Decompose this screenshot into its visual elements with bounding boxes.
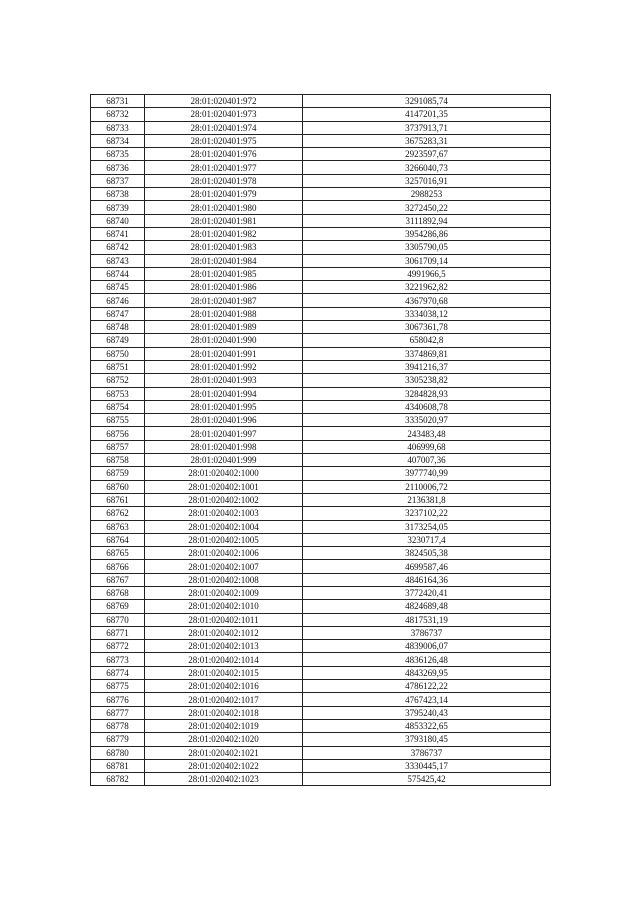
table-row bbox=[91, 347, 551, 360]
cadastral-value-cell: 243483,48 bbox=[303, 427, 551, 440]
cadastral-value-cell: 3272450,22 bbox=[303, 201, 551, 214]
table-row bbox=[91, 454, 551, 467]
cadastral-number-cell: 28:01:020401:992 bbox=[145, 360, 303, 373]
cadastral-value-cell: 4699587,46 bbox=[303, 560, 551, 573]
cadastral-value-cell: 4846164,36 bbox=[303, 573, 551, 586]
table-row bbox=[91, 719, 551, 732]
table-row bbox=[91, 626, 551, 639]
row-number-cell: 68757 bbox=[91, 440, 145, 453]
row-number-cell: 68736 bbox=[91, 161, 145, 174]
cadastral-value-cell: 3305238,82 bbox=[303, 374, 551, 387]
cadastral-number-cell: 28:01:020402:1009 bbox=[145, 586, 303, 599]
row-number-cell: 68756 bbox=[91, 427, 145, 440]
row-number-cell: 68742 bbox=[91, 241, 145, 254]
table-row bbox=[91, 188, 551, 201]
cadastral-value-cell: 3954286,86 bbox=[303, 227, 551, 240]
row-number-cell: 68747 bbox=[91, 307, 145, 320]
table-row bbox=[91, 427, 551, 440]
row-number-cell: 68767 bbox=[91, 573, 145, 586]
cadastral-value-cell: 575425,42 bbox=[303, 773, 551, 786]
table-row bbox=[91, 666, 551, 679]
table-row bbox=[91, 148, 551, 161]
row-number-cell: 68750 bbox=[91, 347, 145, 360]
cadastral-number-cell: 28:01:020402:1019 bbox=[145, 719, 303, 732]
cadastral-value-cell: 3221962,82 bbox=[303, 281, 551, 294]
cadastral-value-cell: 3291085,74 bbox=[303, 95, 551, 108]
cadastral-value-cell: 3257016,91 bbox=[303, 174, 551, 187]
cadastral-value-cell: 4836126,48 bbox=[303, 653, 551, 666]
row-number-cell: 68748 bbox=[91, 321, 145, 334]
cadastral-number-cell: 28:01:020401:978 bbox=[145, 174, 303, 187]
table-row bbox=[91, 480, 551, 493]
cadastral-value-cell: 3330445,17 bbox=[303, 759, 551, 772]
document-page bbox=[90, 94, 550, 786]
cadastral-number-cell: 28:01:020401:986 bbox=[145, 281, 303, 294]
row-number-cell: 68766 bbox=[91, 560, 145, 573]
table-row bbox=[91, 573, 551, 586]
table-row bbox=[91, 307, 551, 320]
cadastral-number-cell: 28:01:020401:979 bbox=[145, 188, 303, 201]
cadastral-value-cell: 3941216,37 bbox=[303, 360, 551, 373]
cadastral-value-cell: 3795240,43 bbox=[303, 706, 551, 719]
cadastral-number-cell: 28:01:020402:1007 bbox=[145, 560, 303, 573]
table-row bbox=[91, 241, 551, 254]
cadastral-number-cell: 28:01:020401:991 bbox=[145, 347, 303, 360]
table-row bbox=[91, 321, 551, 334]
cadastral-value-cell: 4147201,35 bbox=[303, 108, 551, 121]
cadastral-value-cell: 4824689,48 bbox=[303, 600, 551, 613]
row-number-cell: 68759 bbox=[91, 467, 145, 480]
row-number-cell: 68775 bbox=[91, 680, 145, 693]
cadastral-number-cell: 28:01:020401:977 bbox=[145, 161, 303, 174]
row-number-cell: 68776 bbox=[91, 693, 145, 706]
cadastral-number-cell: 28:01:020401:990 bbox=[145, 334, 303, 347]
cadastral-number-cell: 28:01:020401:989 bbox=[145, 321, 303, 334]
cadastral-value-cell: 4340608,78 bbox=[303, 400, 551, 413]
cadastral-number-cell: 28:01:020402:1004 bbox=[145, 520, 303, 533]
cadastral-value-cell: 3305790,05 bbox=[303, 241, 551, 254]
cadastral-number-cell: 28:01:020401:999 bbox=[145, 454, 303, 467]
cadastral-value-cell: 3111892,94 bbox=[303, 214, 551, 227]
cadastral-number-cell: 28:01:020401:975 bbox=[145, 134, 303, 147]
cadastral-value-cell: 4991966,5 bbox=[303, 267, 551, 280]
table-row bbox=[91, 680, 551, 693]
row-number-cell: 68777 bbox=[91, 706, 145, 719]
cadastral-number-cell: 28:01:020402:1001 bbox=[145, 480, 303, 493]
row-number-cell: 68749 bbox=[91, 334, 145, 347]
table-row bbox=[91, 161, 551, 174]
table-row bbox=[91, 360, 551, 373]
cadastral-value-cell: 2988253 bbox=[303, 188, 551, 201]
row-number-cell: 68765 bbox=[91, 547, 145, 560]
cadastral-value-table bbox=[90, 94, 551, 786]
row-number-cell: 68752 bbox=[91, 374, 145, 387]
table-row bbox=[91, 334, 551, 347]
cadastral-value-cell: 4817531,19 bbox=[303, 613, 551, 626]
row-number-cell: 68738 bbox=[91, 188, 145, 201]
row-number-cell: 68754 bbox=[91, 400, 145, 413]
cadastral-value-cell: 4839006,07 bbox=[303, 640, 551, 653]
row-number-cell: 68780 bbox=[91, 746, 145, 759]
cadastral-number-cell: 28:01:020401:972 bbox=[145, 95, 303, 108]
row-number-cell: 68731 bbox=[91, 95, 145, 108]
table-row bbox=[91, 533, 551, 546]
row-number-cell: 68762 bbox=[91, 507, 145, 520]
cadastral-value-cell: 3237102,22 bbox=[303, 507, 551, 520]
cadastral-value-cell: 3786737 bbox=[303, 626, 551, 639]
cadastral-value-cell: 3786737 bbox=[303, 746, 551, 759]
table-row bbox=[91, 281, 551, 294]
table-row bbox=[91, 693, 551, 706]
cadastral-number-cell: 28:01:020402:1018 bbox=[145, 706, 303, 719]
cadastral-number-cell: 28:01:020402:1012 bbox=[145, 626, 303, 639]
row-number-cell: 68741 bbox=[91, 227, 145, 240]
cadastral-number-cell: 28:01:020402:1006 bbox=[145, 547, 303, 560]
table-row bbox=[91, 547, 551, 560]
table-row bbox=[91, 387, 551, 400]
table-row bbox=[91, 214, 551, 227]
row-number-cell: 68781 bbox=[91, 759, 145, 772]
row-number-cell: 68753 bbox=[91, 387, 145, 400]
table-row bbox=[91, 254, 551, 267]
table-row bbox=[91, 294, 551, 307]
row-number-cell: 68739 bbox=[91, 201, 145, 214]
table-row bbox=[91, 560, 551, 573]
table-row bbox=[91, 467, 551, 480]
cadastral-number-cell: 28:01:020402:1017 bbox=[145, 693, 303, 706]
row-number-cell: 68778 bbox=[91, 719, 145, 732]
row-number-cell: 68740 bbox=[91, 214, 145, 227]
cadastral-value-cell: 3374869,81 bbox=[303, 347, 551, 360]
row-number-cell: 68733 bbox=[91, 121, 145, 134]
cadastral-value-cell: 3977740,99 bbox=[303, 467, 551, 480]
cadastral-number-cell: 28:01:020401:973 bbox=[145, 108, 303, 121]
row-number-cell: 68755 bbox=[91, 414, 145, 427]
row-number-cell: 68746 bbox=[91, 294, 145, 307]
row-number-cell: 68734 bbox=[91, 134, 145, 147]
cadastral-number-cell: 28:01:020402:1020 bbox=[145, 733, 303, 746]
table-row bbox=[91, 653, 551, 666]
row-number-cell: 68743 bbox=[91, 254, 145, 267]
cadastral-number-cell: 28:01:020401:980 bbox=[145, 201, 303, 214]
table-row bbox=[91, 640, 551, 653]
table-row bbox=[91, 227, 551, 240]
cadastral-number-cell: 28:01:020402:1010 bbox=[145, 600, 303, 613]
row-number-cell: 68768 bbox=[91, 586, 145, 599]
row-number-cell: 68782 bbox=[91, 773, 145, 786]
row-number-cell: 68770 bbox=[91, 613, 145, 626]
table-row bbox=[91, 746, 551, 759]
table-row bbox=[91, 520, 551, 533]
cadastral-value-cell: 3230717,4 bbox=[303, 533, 551, 546]
cadastral-value-cell: 3737913,71 bbox=[303, 121, 551, 134]
cadastral-value-cell: 406999,68 bbox=[303, 440, 551, 453]
cadastral-number-cell: 28:01:020402:1015 bbox=[145, 666, 303, 679]
table-row bbox=[91, 95, 551, 108]
cadastral-value-cell: 3675283,31 bbox=[303, 134, 551, 147]
table-row bbox=[91, 759, 551, 772]
cadastral-number-cell: 28:01:020401:982 bbox=[145, 227, 303, 240]
cadastral-number-cell: 28:01:020402:1005 bbox=[145, 533, 303, 546]
cadastral-value-cell: 407007,36 bbox=[303, 454, 551, 467]
cadastral-number-cell: 28:01:020402:1002 bbox=[145, 493, 303, 506]
table-row bbox=[91, 706, 551, 719]
cadastral-value-cell: 4767423,14 bbox=[303, 693, 551, 706]
row-number-cell: 68772 bbox=[91, 640, 145, 653]
cadastral-number-cell: 28:01:020401:994 bbox=[145, 387, 303, 400]
cadastral-number-cell: 28:01:020401:983 bbox=[145, 241, 303, 254]
cadastral-number-cell: 28:01:020402:1022 bbox=[145, 759, 303, 772]
row-number-cell: 68779 bbox=[91, 733, 145, 746]
table-row bbox=[91, 174, 551, 187]
cadastral-number-cell: 28:01:020402:1011 bbox=[145, 613, 303, 626]
table-row bbox=[91, 374, 551, 387]
row-number-cell: 68763 bbox=[91, 520, 145, 533]
table-row bbox=[91, 493, 551, 506]
cadastral-number-cell: 28:01:020402:1016 bbox=[145, 680, 303, 693]
cadastral-number-cell: 28:01:020401:988 bbox=[145, 307, 303, 320]
cadastral-number-cell: 28:01:020401:974 bbox=[145, 121, 303, 134]
cadastral-number-cell: 28:01:020402:1013 bbox=[145, 640, 303, 653]
row-number-cell: 68745 bbox=[91, 281, 145, 294]
table-row bbox=[91, 773, 551, 786]
table-row bbox=[91, 108, 551, 121]
cadastral-value-cell: 4853322,65 bbox=[303, 719, 551, 732]
table-row bbox=[91, 201, 551, 214]
cadastral-number-cell: 28:01:020402:1008 bbox=[145, 573, 303, 586]
table-row bbox=[91, 507, 551, 520]
cadastral-value-cell: 3061709,14 bbox=[303, 254, 551, 267]
cadastral-number-cell: 28:01:020401:976 bbox=[145, 148, 303, 161]
table-row bbox=[91, 267, 551, 280]
cadastral-number-cell: 28:01:020401:987 bbox=[145, 294, 303, 307]
table-row bbox=[91, 400, 551, 413]
row-number-cell: 68735 bbox=[91, 148, 145, 161]
table-row bbox=[91, 733, 551, 746]
row-number-cell: 68761 bbox=[91, 493, 145, 506]
cadastral-number-cell: 28:01:020401:984 bbox=[145, 254, 303, 267]
row-number-cell: 68744 bbox=[91, 267, 145, 280]
cadastral-number-cell: 28:01:020402:1021 bbox=[145, 746, 303, 759]
row-number-cell: 68774 bbox=[91, 666, 145, 679]
row-number-cell: 68769 bbox=[91, 600, 145, 613]
cadastral-value-cell: 2923597,67 bbox=[303, 148, 551, 161]
row-number-cell: 68771 bbox=[91, 626, 145, 639]
table-row bbox=[91, 134, 551, 147]
cadastral-value-cell: 4786122,22 bbox=[303, 680, 551, 693]
cadastral-number-cell: 28:01:020401:995 bbox=[145, 400, 303, 413]
cadastral-number-cell: 28:01:020401:981 bbox=[145, 214, 303, 227]
cadastral-number-cell: 28:01:020401:985 bbox=[145, 267, 303, 280]
cadastral-value-cell: 3266040,73 bbox=[303, 161, 551, 174]
cadastral-value-cell: 4843269,95 bbox=[303, 666, 551, 679]
cadastral-value-cell: 2110006,72 bbox=[303, 480, 551, 493]
cadastral-value-cell: 3067361,78 bbox=[303, 321, 551, 334]
table-row bbox=[91, 600, 551, 613]
row-number-cell: 68732 bbox=[91, 108, 145, 121]
row-number-cell: 68764 bbox=[91, 533, 145, 546]
table-row bbox=[91, 613, 551, 626]
cadastral-number-cell: 28:01:020402:1014 bbox=[145, 653, 303, 666]
table-row bbox=[91, 414, 551, 427]
table-row bbox=[91, 440, 551, 453]
cadastral-number-cell: 28:01:020402:1023 bbox=[145, 773, 303, 786]
cadastral-number-cell: 28:01:020402:1003 bbox=[145, 507, 303, 520]
cadastral-value-cell: 3334038,12 bbox=[303, 307, 551, 320]
cadastral-value-cell: 3335020,97 bbox=[303, 414, 551, 427]
cadastral-value-cell: 3284828,93 bbox=[303, 387, 551, 400]
row-number-cell: 68758 bbox=[91, 454, 145, 467]
table-row bbox=[91, 121, 551, 134]
table-row bbox=[91, 586, 551, 599]
cadastral-number-cell: 28:01:020401:997 bbox=[145, 427, 303, 440]
cadastral-value-cell: 3772420,41 bbox=[303, 586, 551, 599]
cadastral-value-cell: 3824505,38 bbox=[303, 547, 551, 560]
cadastral-value-cell: 2136381,8 bbox=[303, 493, 551, 506]
cadastral-number-cell: 28:01:020401:993 bbox=[145, 374, 303, 387]
table-body bbox=[91, 95, 551, 786]
row-number-cell: 68737 bbox=[91, 174, 145, 187]
cadastral-number-cell: 28:01:020401:996 bbox=[145, 414, 303, 427]
cadastral-number-cell: 28:01:020401:998 bbox=[145, 440, 303, 453]
row-number-cell: 68751 bbox=[91, 360, 145, 373]
row-number-cell: 68773 bbox=[91, 653, 145, 666]
cadastral-value-cell: 3173254,05 bbox=[303, 520, 551, 533]
cadastral-number-cell: 28:01:020402:1000 bbox=[145, 467, 303, 480]
cadastral-value-cell: 3793180,45 bbox=[303, 733, 551, 746]
cadastral-value-cell: 658042,8 bbox=[303, 334, 551, 347]
row-number-cell: 68760 bbox=[91, 480, 145, 493]
cadastral-value-cell: 4367970,68 bbox=[303, 294, 551, 307]
